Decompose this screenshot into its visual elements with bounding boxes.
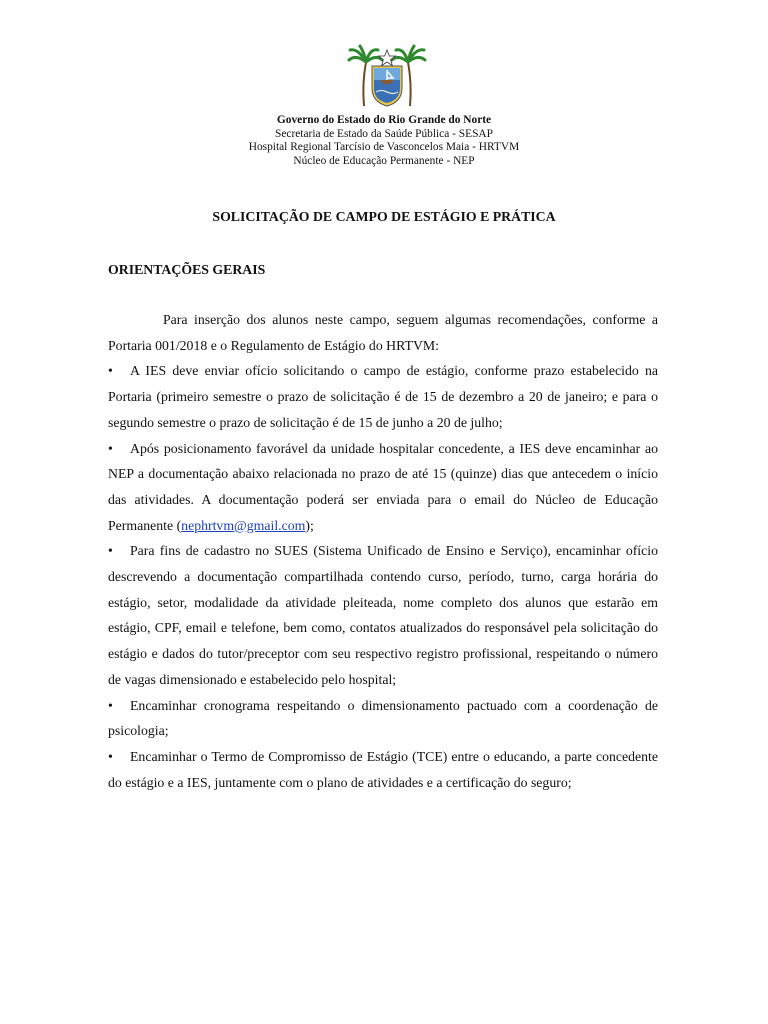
hospital-name: Hospital Regional Tarcísio de Vasconcelos Maia - HRTVM: [248, 141, 520, 154]
secretariat-name: Secretaria de Estado da Saúde Pública - SESAP: [275, 127, 493, 140]
bullet-icon: •: [108, 440, 113, 456]
document-body: [108, 307, 658, 795]
list-item-text-suffix: );: [305, 517, 314, 533]
list-item: [108, 358, 658, 435]
list-item-text: Encaminhar o Termo de Compromisso de Estágio (TCE) entre o educando, a parte concedente do estágio e a IES, juntamente com o plano de atividades e a certificação do seguro;: [108, 748, 658, 790]
bullet-icon: •: [108, 748, 113, 764]
list-item-text: Encaminhar cronograma respeitando o dimensionamento pactuado com a coordenação de psicologia;: [108, 697, 658, 739]
nucleus-name: Núcleo de Educação Permanente - NEP: [293, 154, 475, 167]
bullet-icon: •: [108, 543, 113, 559]
government-name: Governo do Estado do Rio Grande do Norte: [276, 114, 492, 126]
document-title: SOLICITAÇÃO DE CAMPO DE ESTÁGIO E PRÁTICA: [212, 209, 556, 224]
section-title: ORIENTAÇÕES GERAIS: [108, 262, 266, 277]
bullet-icon: •: [108, 363, 113, 379]
email-link[interactable]: nephrtvm@gmail.com: [181, 517, 306, 533]
intro-paragraph: Para inserção dos alunos neste campo, seguem algumas recomendações, conforme a Portaria 001/2018 e o Regulamento de Estágio do HRTVM:: [108, 312, 658, 353]
list-item: [108, 693, 658, 744]
list-item: [108, 538, 658, 692]
list-item-text: A IES deve enviar ofício solicitando o campo de estágio, conforme prazo estabelecido na Portaria (primeiro semestre o prazo de solicitação é de 15 de dezembro a 20 de janeiro; e para o segundo semestre o prazo de solicitação é de 15 de junho a 20 de julho;: [108, 363, 658, 430]
list-item: [108, 436, 658, 539]
state-coat-of-arms-icon: [346, 44, 428, 110]
list-item-text: Para fins de cadastro no SUES (Sistema Unificado de Ensino e Serviço), encaminhar ofício descrevendo a documentação compartilhada contendo curso, período, turno, carga horária do estágio, setor, modalidade da atividade pleiteada, nome completo dos alunos que estarão em estágio, CPF, email e telefone, bem como, contatos atualizados do responsável pela solicitação do estágio e dados do tutor/preceptor com seu respectivo registro profissional, respeitando o número de vagas dimensionado e estabelecido pelo hospital;: [108, 543, 658, 687]
list-item: [108, 744, 658, 795]
bullet-icon: •: [108, 697, 113, 713]
list-item-text: Após posicionamento favorável da unidade hospitalar concedente, a IES deve encaminhar ao NEP a documentação abaixo relacionada no prazo de até 15 (quinze) dias que antecedem o início das atividades. A documentação poderá ser enviada para o email do Núcleo de Educação Permanente (: [108, 440, 658, 533]
institution-header: [0, 114, 768, 168]
